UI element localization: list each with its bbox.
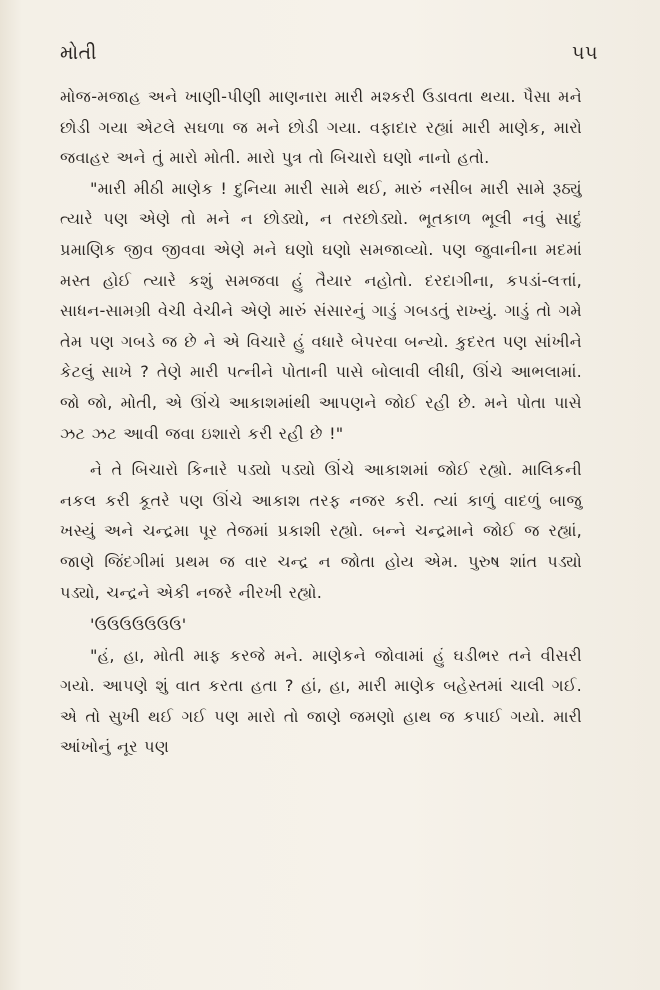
page-header [60, 34, 598, 64]
page-number: ૫૫ [572, 42, 598, 64]
paragraph-5: "હં, હા, મોતી માફ કરજે મને. માણેકને જોવામાં હું ઘડીભર તને વીસરી ગયો. આપણે શું વાત કરતા હતા ? હાં, હા, મારી માણેક બહેસ્તમાં ચાલી ગઈ. એ તો સુખી થઈ ગઈ પણ મારો તો જાણે જમણો હાથ જ કપાઈ ગયો. મારી આંખોનું નૂર પણ [60, 645, 582, 757]
running-title: મોતી [60, 42, 97, 64]
paragraph-2: "મારી મીઠી માણેક ! દુનિયા મારી સામે થઈ, મારું નસીબ મારી સામે રૂઠ્યું ત્યારે પણ એણે તો મને ન છોડ્યો, ન તરછોડ્યો. ભૂતકાળ ભૂલી નવું સાદું પ્રમાણિક જીવ જીવવા એણે મને ઘણો ઘણો સમજાવ્યો. પણ જુવાનીના મદમાં મસ્ત હોઈ ત્યારે કશું સમજવા હું તૈયાર નહોતો. દરદાગીના, કપડાં-લત્તાં, સાધન-સામગ્રી વેચી વેચીને એણે મારું સંસારનું ગાડું ગબડતું રાખ્યું. ગાડું તો ગમે તેમ પણ ગબડે જ છે ને એ વિચારે હું વધારે બેપરવા બન્યો. કુદરત પણ સાંખીને કેટલું સાખે ? તેણે મારી પત્નીને પોતાની પાસે બોલાવી લીધી, ઊંચે આભલામાં. જો જો, મોતી, એ ઊંચે આકાશમાંથી આપણને જોઈ રહી છે. મને પોતા પાસે ઝટ ઝટ આવી જવા ઇશારો કરી રહી છે !" [60, 178, 582, 443]
paragraph-howl: 'ઉઉઉઉઉઉઉ' [90, 615, 187, 635]
page-body [60, 82, 582, 763]
paragraph-3: ને તે બિચારો કિનારે પડ્યો પડ્યો ઊંચે આકાશમાં જોઈ રહ્યો. માલિકની નકલ કરી કૂતરે પણ ઊંચે આકાશ તરફ નજર કરી. ત્યાં કાળું વાદળું બાજુ ખસ્યું અને ચન્દ્રમા પૂર તેજમાં પ્રકાશી રહ્યો. બન્ને ચન્દ્રમાને જોઈ જ રહ્યાં, જાણે જિંદગીમાં પ્રથમ જ વાર ચન્દ્ર ન જોતા હોય એમ. પુરુષ શાંત પડ્યો પડ્યો, ચન્દ્રને એકી નજરે નીરખી રહ્યો. [60, 460, 582, 602]
paragraph-1: મોજ-મજાહ અને ખાણી-પીણી માણનારા મારી મશ્કરી ઉડાવતા થયા. પૈસા મને છોડી ગયા એટલે સઘળા જ મને છોડી ગયા. વફાદાર રહ્યાં મારી માણેક, મારો જવાહર અને તું મારો મોતી. મારો પુત્ર તો બિચારો ઘણો નાનો હતો. [60, 87, 582, 168]
